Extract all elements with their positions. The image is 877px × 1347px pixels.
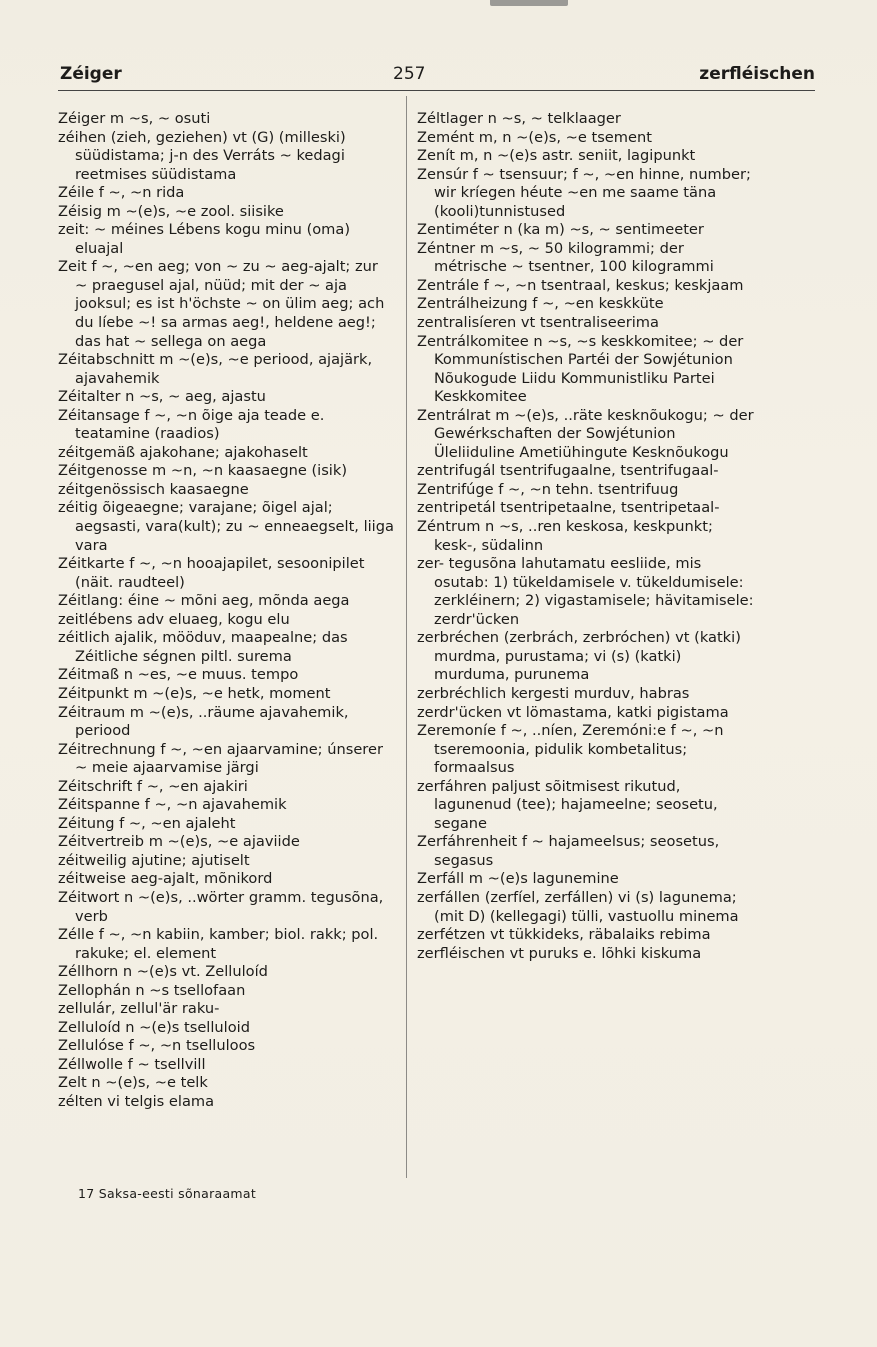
dictionary-entry: Zelluloíd n ~(e)s tselluloid bbox=[58, 1018, 250, 1036]
dictionary-entry: zerfállen (zerfíel, zerfállen) vi (s) lagunema; (mit D) (kellegagi) tülli, vastuollu minema bbox=[417, 888, 739, 925]
dictionary-entry: zerbréchlich kergesti murduv, habras bbox=[417, 684, 690, 702]
dictionary-entry: Zentrále f ~, ~n tsentraal, keskus; keskjaam bbox=[417, 276, 744, 294]
dictionary-entry: zer- tegusõna lahutamatu eesliide, mis osutab: 1) tükeldamisele v. tükeldumisele: zerkléinern; 2) vigastamisele; hävitamisele: zerdr'ücken bbox=[417, 555, 754, 628]
dictionary-entry: Zéntner m ~s, ~ 50 kilogrammi; der métrische ~ tsentner, 100 kilogrammi bbox=[417, 239, 714, 276]
dictionary-entry: Zéllhorn n ~(e)s vt. Zelluloíd bbox=[58, 963, 268, 981]
dictionary-entry: Zenít m, n ~(e)s astr. seniit, lagipunkt bbox=[417, 147, 696, 165]
dictionary-entry: zéihen (zieh, geziehen) vt (G) (milleski) süüdistama; j-n des Verráts ~ kedagi reetmises süüdistama bbox=[58, 128, 346, 183]
dictionary-entry: Zéitung f ~, ~en ajaleht bbox=[58, 814, 236, 832]
dictionary-entry: Zéitraum m ~(e)s, ..räume ajavahemik, periood bbox=[58, 703, 349, 740]
dictionary-entry: zéitig õigeaegne; varajane; õigel ajal; aegsasti, vara(kult); zu ~ enneaegselt, liiga vara bbox=[58, 499, 394, 554]
dictionary-entry: Zéitspanne f ~, ~n ajavahemik bbox=[58, 796, 287, 814]
dictionary-entry: Zéitmaß n ~es, ~e muus. tempo bbox=[58, 666, 299, 684]
dictionary-entry: zéitweilig ajutine; ajutiselt bbox=[58, 851, 250, 869]
dictionary-entry: Zentrálheizung f ~, ~en keskküte bbox=[417, 295, 664, 313]
dictionary-entry: Zéitalter n ~s, ~ aeg, ajastu bbox=[58, 388, 266, 406]
dictionary-entry: Zeremoníe f ~, ..níen, Zeremóni:e f ~, ~n tseremoonia, pidulik kombetalitus; formaalsus bbox=[417, 722, 724, 777]
dictionary-entry: zentralisíeren vt tsentraliseerima bbox=[417, 314, 659, 332]
dictionary-entry: zerfáhren paljust sõitmisest rikutud, lagunenud (tee); hajameelne; seosetu, segane bbox=[417, 777, 718, 832]
dictionary-entry: Zemént m, n ~(e)s, ~e tsement bbox=[417, 128, 652, 146]
dictionary-entry: zélten vi telgis elama bbox=[58, 1092, 215, 1110]
dictionary-entry: Zéitabschnitt m ~(e)s, ~e periood, ajajärk, ajavahemik bbox=[58, 351, 373, 387]
dictionary-entry: Zentrálkomitee n ~s, ~s keskkomitee; ~ der Kommunístischen Partéi der Sowjétunion Nõukogude Liidu Kommunistliku Partei Keskkomitee bbox=[417, 332, 744, 406]
dictionary-entry: Zéntrum n ~s, ..ren keskosa, keskpunkt; kesk-, südalinn bbox=[417, 518, 713, 554]
dictionary-entry: Zensúr f ~ tsensuur; f ~, ~en hinne, number; wir kríegen héute ~en me saame täna (kooli)tunnistused bbox=[417, 165, 751, 220]
dictionary-entry: zerbréchen (zerbrách, zerbróchen) vt (katki) murdma, purustama; vi (s) (katki) murduma, purunema bbox=[417, 629, 741, 684]
dictionary-entry: Zentrifúge f ~, ~n tehn. tsentrifuug bbox=[417, 480, 679, 498]
dictionary-entry: zerfétzen vt tükkideks, räbalaiks rebima bbox=[417, 926, 711, 944]
dictionary-entry: Zéltlager n ~s, ~ telklaager bbox=[417, 110, 621, 127]
dictionary-entry: zerfléischen vt puruks e. lõhki kiskuma bbox=[417, 944, 702, 962]
dictionary-entry: Zellophán n ~s tsellofaan bbox=[58, 981, 246, 999]
dictionary-entry: Zélle f ~, ~n kabiin, kamber; biol. rakk; pol. rakuke; el. element bbox=[58, 926, 379, 962]
dictionary-entry: Zéitgenosse m ~n, ~n kaasaegne (isik) bbox=[58, 462, 348, 480]
header-last-word: zerfléischen bbox=[699, 64, 815, 84]
dictionary-entry: Zerfáhrenheit f ~ hajameelsus; seosetus, segasus bbox=[417, 833, 720, 869]
header-rule bbox=[58, 90, 815, 91]
page-footer: 17 Saksa-eesti sõnaraamat bbox=[78, 1186, 257, 1201]
dictionary-entry: zéitgenössisch kaasaegne bbox=[58, 480, 249, 498]
dictionary-entry: Zéllwolle f ~ tsellvill bbox=[58, 1055, 206, 1073]
page-number: 257 bbox=[393, 64, 426, 84]
right-column bbox=[417, 110, 758, 963]
dictionary-entry: zéitgemäß ajakohane; ajakohaselt bbox=[58, 443, 308, 461]
dictionary-entry: Zerfáll m ~(e)s lagunemine bbox=[417, 870, 619, 888]
dictionary-entry: zeitlébens adv eluaeg, kogu elu bbox=[58, 610, 290, 628]
dictionary-entry: zéitweise aeg-ajalt, mõnikord bbox=[58, 870, 273, 888]
dictionary-entry: Zéisig m ~(e)s, ~e zool. siisike bbox=[58, 202, 284, 220]
dictionary-entry: zentripetál tsentripetaalne, tsentripetaal- bbox=[417, 499, 720, 517]
dictionary-entry: Zelt n ~(e)s, ~e telk bbox=[58, 1074, 208, 1092]
page-header bbox=[60, 64, 815, 88]
dictionary-entry: Zéitansage f ~, ~n õige aja teade e. teatamine (raadios) bbox=[58, 406, 325, 443]
left-column bbox=[58, 110, 394, 1112]
dictionary-entry: Zéitpunkt m ~(e)s, ~e hetk, moment bbox=[58, 684, 331, 702]
dictionary-entry: Zéitrechnung f ~, ~en ajaarvamine; únserer ~ meie ajaarvamise järgi bbox=[58, 740, 383, 777]
dictionary-entry: Zellulóse f ~, ~n tselluloos bbox=[58, 1037, 256, 1055]
dictionary-entry: zellulár, zellul'är raku- bbox=[58, 1000, 220, 1018]
dictionary-entry: Zéitlang: éine ~ mõni aeg, mõnda aega bbox=[58, 592, 350, 610]
dictionary-entry: Zeit f ~, ~en aeg; von ~ zu ~ aeg-ajalt; zur ~ praegusel ajal, nüüd; mit der ~ aja jooksul; es ist h'öchste ~ on ülim aeg; ach du líebe ~! sa armas aeg!, heldene aeg!; das hat ~ sellega on aega bbox=[58, 258, 385, 350]
dictionary-entry: zéitlich ajalik, mööduv, maapealne; das Zéitliche ségnen piltl. surema bbox=[58, 629, 348, 665]
dictionary-entry: Zéitwort n ~(e)s, ..wörter gramm. tegusõna, verb bbox=[58, 888, 384, 925]
dictionary-entry: Zentrálrat m ~(e)s, ..räte kesknõukogu; ~ der Gewérkschaften der Sowjétunion Üleliiduline Ametiühingute Kesknõukogu bbox=[417, 406, 754, 461]
dictionary-entry: zeit: ~ méines Lébens kogu minu (oma) eluajal bbox=[58, 221, 351, 257]
dictionary-entry: Zéiger m ~s, ~ osuti bbox=[58, 110, 211, 127]
dictionary-entry: Zentiméter n (ka m) ~s, ~ sentimeeter bbox=[417, 221, 704, 239]
dictionary-entry: zerdr'ücken vt lömastama, katki pigistama bbox=[417, 703, 729, 721]
column-divider bbox=[406, 96, 407, 1178]
dictionary-entry: Zéitvertreib m ~(e)s, ~e ajaviide bbox=[58, 833, 300, 851]
dictionary-entry: Zéitkarte f ~, ~n hooajapilet, sesoonipilet (näit. raudteel) bbox=[58, 555, 365, 591]
dictionary-entry: Zéile f ~, ~n rida bbox=[58, 184, 185, 202]
dictionary-entry: Zéitschrift f ~, ~en ajakiri bbox=[58, 777, 248, 795]
top-edge-mark bbox=[490, 0, 568, 6]
dictionary-entry: zentrifugál tsentrifugaalne, tsentrifugaal- bbox=[417, 462, 719, 480]
header-first-word: Zéiger bbox=[60, 64, 122, 84]
